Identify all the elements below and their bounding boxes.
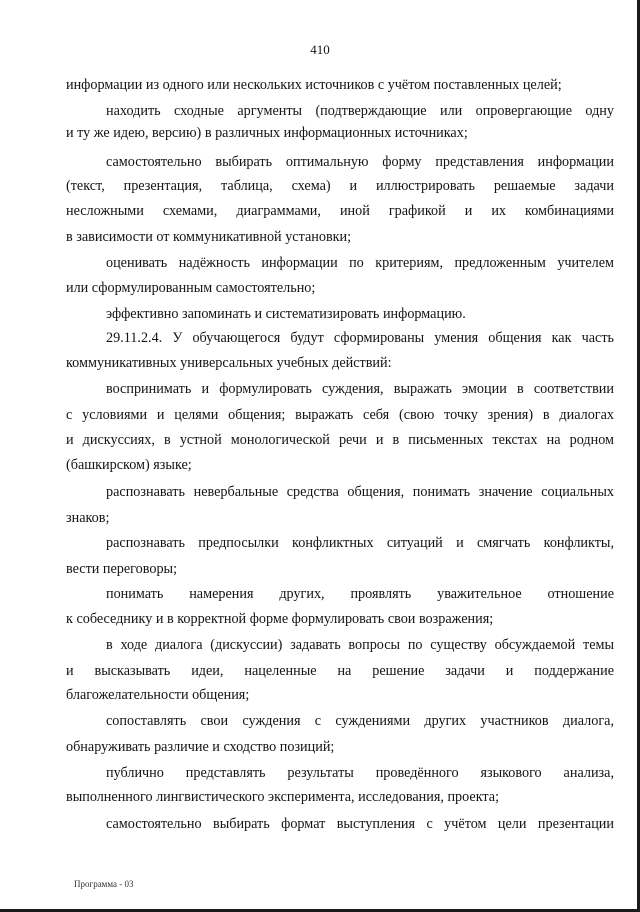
text-line: оценивать надёжность информации по критериям, предложенным учителем	[106, 255, 614, 271]
text-line: распознавать невербальные средства общения, понимать значение социальных	[106, 484, 614, 500]
text-line: сопоставлять свои суждения с суждениями других участников диалога,	[106, 713, 614, 729]
text-line: понимать намерения других, проявлять уважительное отношение	[106, 586, 614, 602]
text-line: и дискуссиях, в устной монологической речи и в письменных текстах на родном	[66, 432, 614, 448]
text-line: в зависимости от коммуникативной установки;	[66, 229, 352, 245]
text-line: воспринимать и формулировать суждения, выражать эмоции в соответствии	[106, 381, 614, 397]
text-line: и ту же идею, версию) в различных информационных источниках;	[66, 125, 468, 141]
text-line: знаков;	[66, 510, 110, 526]
text-line: публично представлять результаты проведённого языкового анализа,	[106, 765, 614, 781]
text-line: находить сходные аргументы (подтверждающие или опровергающие одну	[106, 103, 614, 119]
text-line: самостоятельно выбирать формат выступления с учётом цели презентации	[106, 816, 614, 832]
text-line: информации из одного или нескольких источников с учётом поставленных целей;	[66, 77, 562, 93]
text-line: распознавать предпосылки конфликтных ситуаций и смягчать конфликты,	[106, 535, 614, 551]
text-line: выполненного лингвистического эксперимента, исследования, проекта;	[66, 789, 500, 805]
text-line: благожелательности общения;	[66, 687, 250, 703]
text-line: эффективно запоминать и систематизировать информацию.	[106, 306, 466, 322]
text-line: с условиями и целями общения; выражать себя (свою точку зрения) в диалогах	[66, 407, 614, 423]
text-line: несложными схемами, диаграммами, иной графикой и их комбинациями	[66, 203, 614, 219]
text-line: 29.11.2.4. У обучающегося будут сформированы умения общения как часть	[106, 330, 614, 346]
text-line: (текст, презентация, таблица, схема) и иллюстрировать решаемые задачи	[66, 178, 614, 194]
text-line: вести переговоры;	[66, 561, 178, 577]
footer-label: Программа - 03	[74, 879, 134, 889]
text-line: к собеседнику и в корректной форме формулировать свои возражения;	[66, 611, 494, 627]
text-line: самостоятельно выбирать оптимальную форму представления информации	[106, 154, 614, 170]
text-line: или сформулированным самостоятельно;	[66, 280, 316, 296]
text-line: в ходе диалога (дискуссии) задавать вопросы по существу обсуждаемой темы	[106, 637, 614, 653]
text-line: обнаруживать различие и сходство позиций;	[66, 739, 335, 755]
page-number: 410	[310, 42, 330, 57]
text-line: (башкирском) языке;	[66, 457, 192, 473]
text-line: и высказывать идеи, нацеленные на решение задачи и поддержание	[66, 663, 614, 679]
text-line: коммуникативных универсальных учебных действий:	[66, 355, 392, 371]
